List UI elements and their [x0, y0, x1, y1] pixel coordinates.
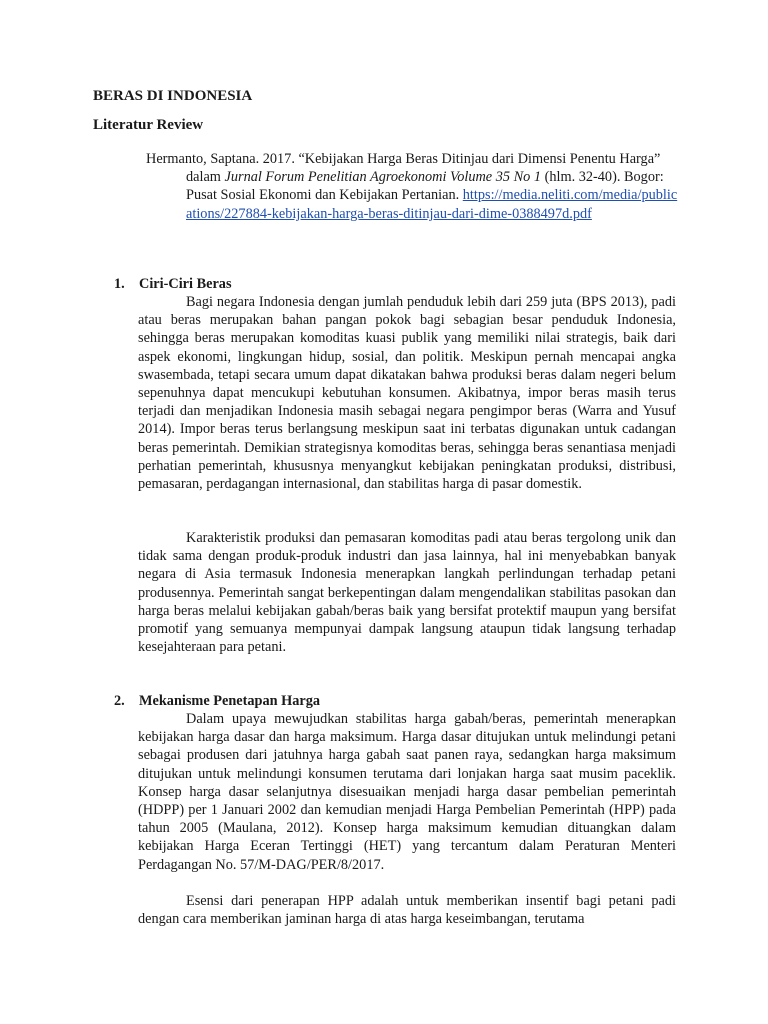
reference-link[interactable]: https://media.neliti.com/media/publications/227884-kebijakan-harga-beras-ditinjau-dari-dime-0388497d.pdf [186, 187, 678, 222]
section-1-paragraph-2: Karakteristik produksi dan pemasaran komoditas padi atau beras tergolong unik dan tidak sama dengan produk-produk industri dan jasa lainnya, hal ini menyebabkan banyak negara di Asia termasuk Indonesia menerapkan langkah perlindungan terhadap petani produsennya. Pemerintah sangat berkepentingan dalam mengendalikan stabilitas pasokan dan harga beras melalui kebijakan gabah/beras baik yang bersifat protektif maupun yang bersifat promotif yang semuanya mempunyai dampak langsung ataupun tidak langsung terhadap kesejahteraan para petani. [138, 530, 676, 656]
reference-journal: Jurnal Forum Penelitian Agroekonomi Volume 35 No 1 [224, 169, 541, 186]
reference-entry [146, 150, 678, 223]
section-2-title: Mekanisme Penetapan Harga [139, 693, 321, 709]
section-2-paragraph-2: Esensi dari penerapan HPP adalah untuk memberikan insentif bagi petani padi dengan cara memberikan jaminan harga di atas harga keseimbangan, terutama [138, 893, 676, 928]
section-1-heading [114, 275, 232, 293]
section-2-paragraph-1: Dalam upaya mewujudkan stabilitas harga gabah/beras, pemerintah menerapkan kebijakan harga dasar dan harga maksimum. Harga dasar ditujukan untuk melindungi petani sebagai produsen dari jatuhnya harga gabah saat panen raya, sedangkan harga maksimum ditujukan untuk melindungi konsumen terutama dari lonjakan harga saat musim paceklik. Konsep harga dasar selanjutnya disesuaikan menjadi harga dasar pembelian pemerintah (HDPP) per 1 Januari 2002 dan kemudian menjadi Harga Pembelian Pemerintah (HPP) pada tahun 2005 (Maulana, 2012). Konsep harga maksimum kemudian dituangkan dalam kebijakan Harga Eceran Tertinggi (HET) yang tercantum dalam Peraturan Menteri Perdagangan No. 57/M-DAG/PER/8/2017. [138, 711, 676, 873]
document-subtitle: Literatur Review [93, 117, 204, 133]
section-2-heading [114, 692, 320, 710]
document-title: BERAS DI INDONESIA [93, 88, 253, 104]
section-2-number: 2. [114, 693, 125, 709]
section-1-number: 1. [114, 276, 125, 292]
reference-text-after: (hlm. 32-40). Bogor: Pusat Sosial Ekonomi dan Kebijakan Pertanian. [186, 169, 664, 204]
reference-text: Hermanto, Saptana. 2017. “Kebijakan Harga Beras Ditinjau dari Dimensi Penentu Harga” dalam [146, 151, 661, 186]
section-1-paragraph-1: Bagi negara Indonesia dengan jumlah penduduk lebih dari 259 juta (BPS 2013), padi atau beras merupakan bahan pangan pokok bagi sebagian besar penduduk Indonesia, sehingga beras merupakan komoditas kuasi publik yang memiliki nilai strategis, baik dari aspek ekonomi, lingkungan hidup, sosial, dan politik. Meskipun pernah mencapai angka swasembada, tetapi secara umum dapat dikatakan bahwa produksi beras dalam negeri belum sepenuhnya dapat mencukupi kebutuhan konsumen. Akibatnya, impor beras masih terus terjadi dan menjadikan Indonesia masih sebagai negara pengimpor beras (Warra and Yusuf 2014). Impor beras terus berlangsung meskipun saat ini terbatas digunakan untuk cadangan beras pemerintah. Demikian strategisnya komoditas beras, sehingga beras senantiasa menjadi perhatian pemerintah, khususnya menyangkut kebijakan peningkatan produksi, distribusi, pemasaran, perdagangan internasional, dan stabilitas harga di pasar domestik. [138, 294, 676, 493]
section-1-title: Ciri-Ciri Beras [139, 276, 232, 292]
